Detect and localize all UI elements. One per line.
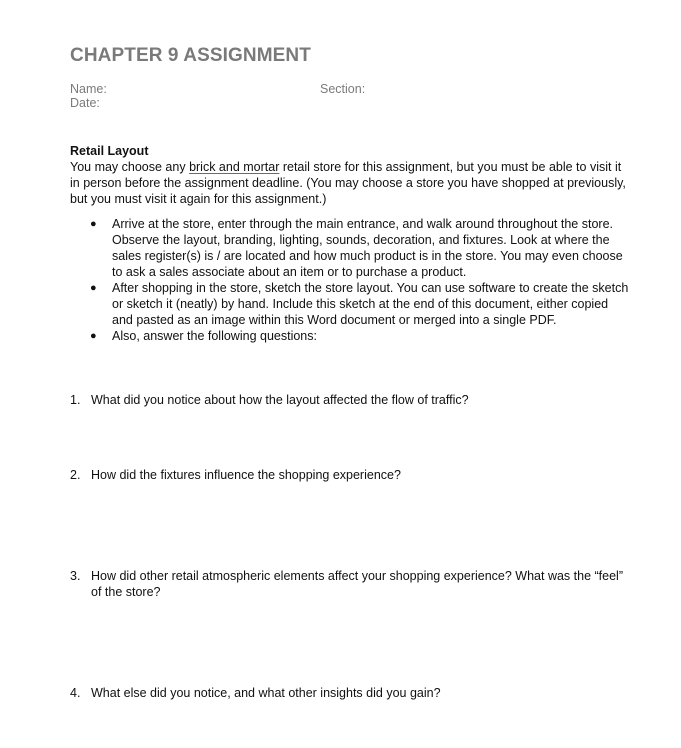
section-field-label: Section: — [320, 82, 366, 96]
bullet-icon: ● — [90, 218, 97, 230]
question-number: 1. — [70, 393, 81, 407]
question-2 — [70, 467, 630, 483]
question-number: 4. — [70, 686, 81, 700]
intro-underlined-phrase: brick and mortar — [189, 160, 280, 174]
intro-paragraph — [70, 159, 630, 207]
bullet-icon: ● — [90, 330, 97, 342]
question-4 — [70, 685, 630, 701]
question-number: 2. — [70, 468, 81, 482]
bullet-text: Arrive at the store, enter through the main entrance, and walk around throughout the store. Observe the layout, branding, lighting, sounds, decoration, and fixtures. Look at where the sales register(s) is / are located and how much product is in the store. You may even choose to ask a sales associate about an item or to purchase a product. — [112, 217, 623, 279]
question-text: What else did you notice, and what other insights did you gain? — [91, 686, 441, 700]
section-heading: Retail Layout — [70, 144, 149, 158]
question-text: How did the fixtures influence the shopping experience? — [91, 468, 401, 482]
date-field-label: Date: — [70, 96, 100, 110]
document-title: CHAPTER 9 ASSIGNMENT — [70, 45, 311, 66]
question-text: How did other retail atmospheric elements affect your shopping experience? What was the “feel” of the store? — [91, 569, 623, 599]
intro-text-start: You may choose any — [70, 160, 190, 174]
name-field-label: Name: — [70, 82, 107, 96]
intro-text-end: retail store for this assignment, but you must be able to visit it in person before the assignment deadline. (You may choose a store you have shopped at previously, but you must visit it again for this assignment.) — [70, 160, 626, 206]
list-item — [90, 280, 630, 328]
question-1 — [70, 392, 630, 408]
question-number: 3. — [70, 569, 81, 583]
list-item — [90, 328, 630, 344]
instruction-list — [90, 216, 630, 344]
question-3 — [70, 568, 630, 600]
list-item — [90, 216, 630, 280]
bullet-text: After shopping in the store, sketch the store layout. You can use software to create the sketch or sketch it (neatly) by hand. Include this sketch at the end of this document, either copied and pasted as an image within this Word document or merged into a single PDF. — [112, 281, 629, 327]
bullet-text: Also, answer the following questions: — [112, 329, 317, 343]
question-text: What did you notice about how the layout affected the flow of traffic? — [91, 393, 469, 407]
bullet-icon: ● — [90, 282, 97, 294]
